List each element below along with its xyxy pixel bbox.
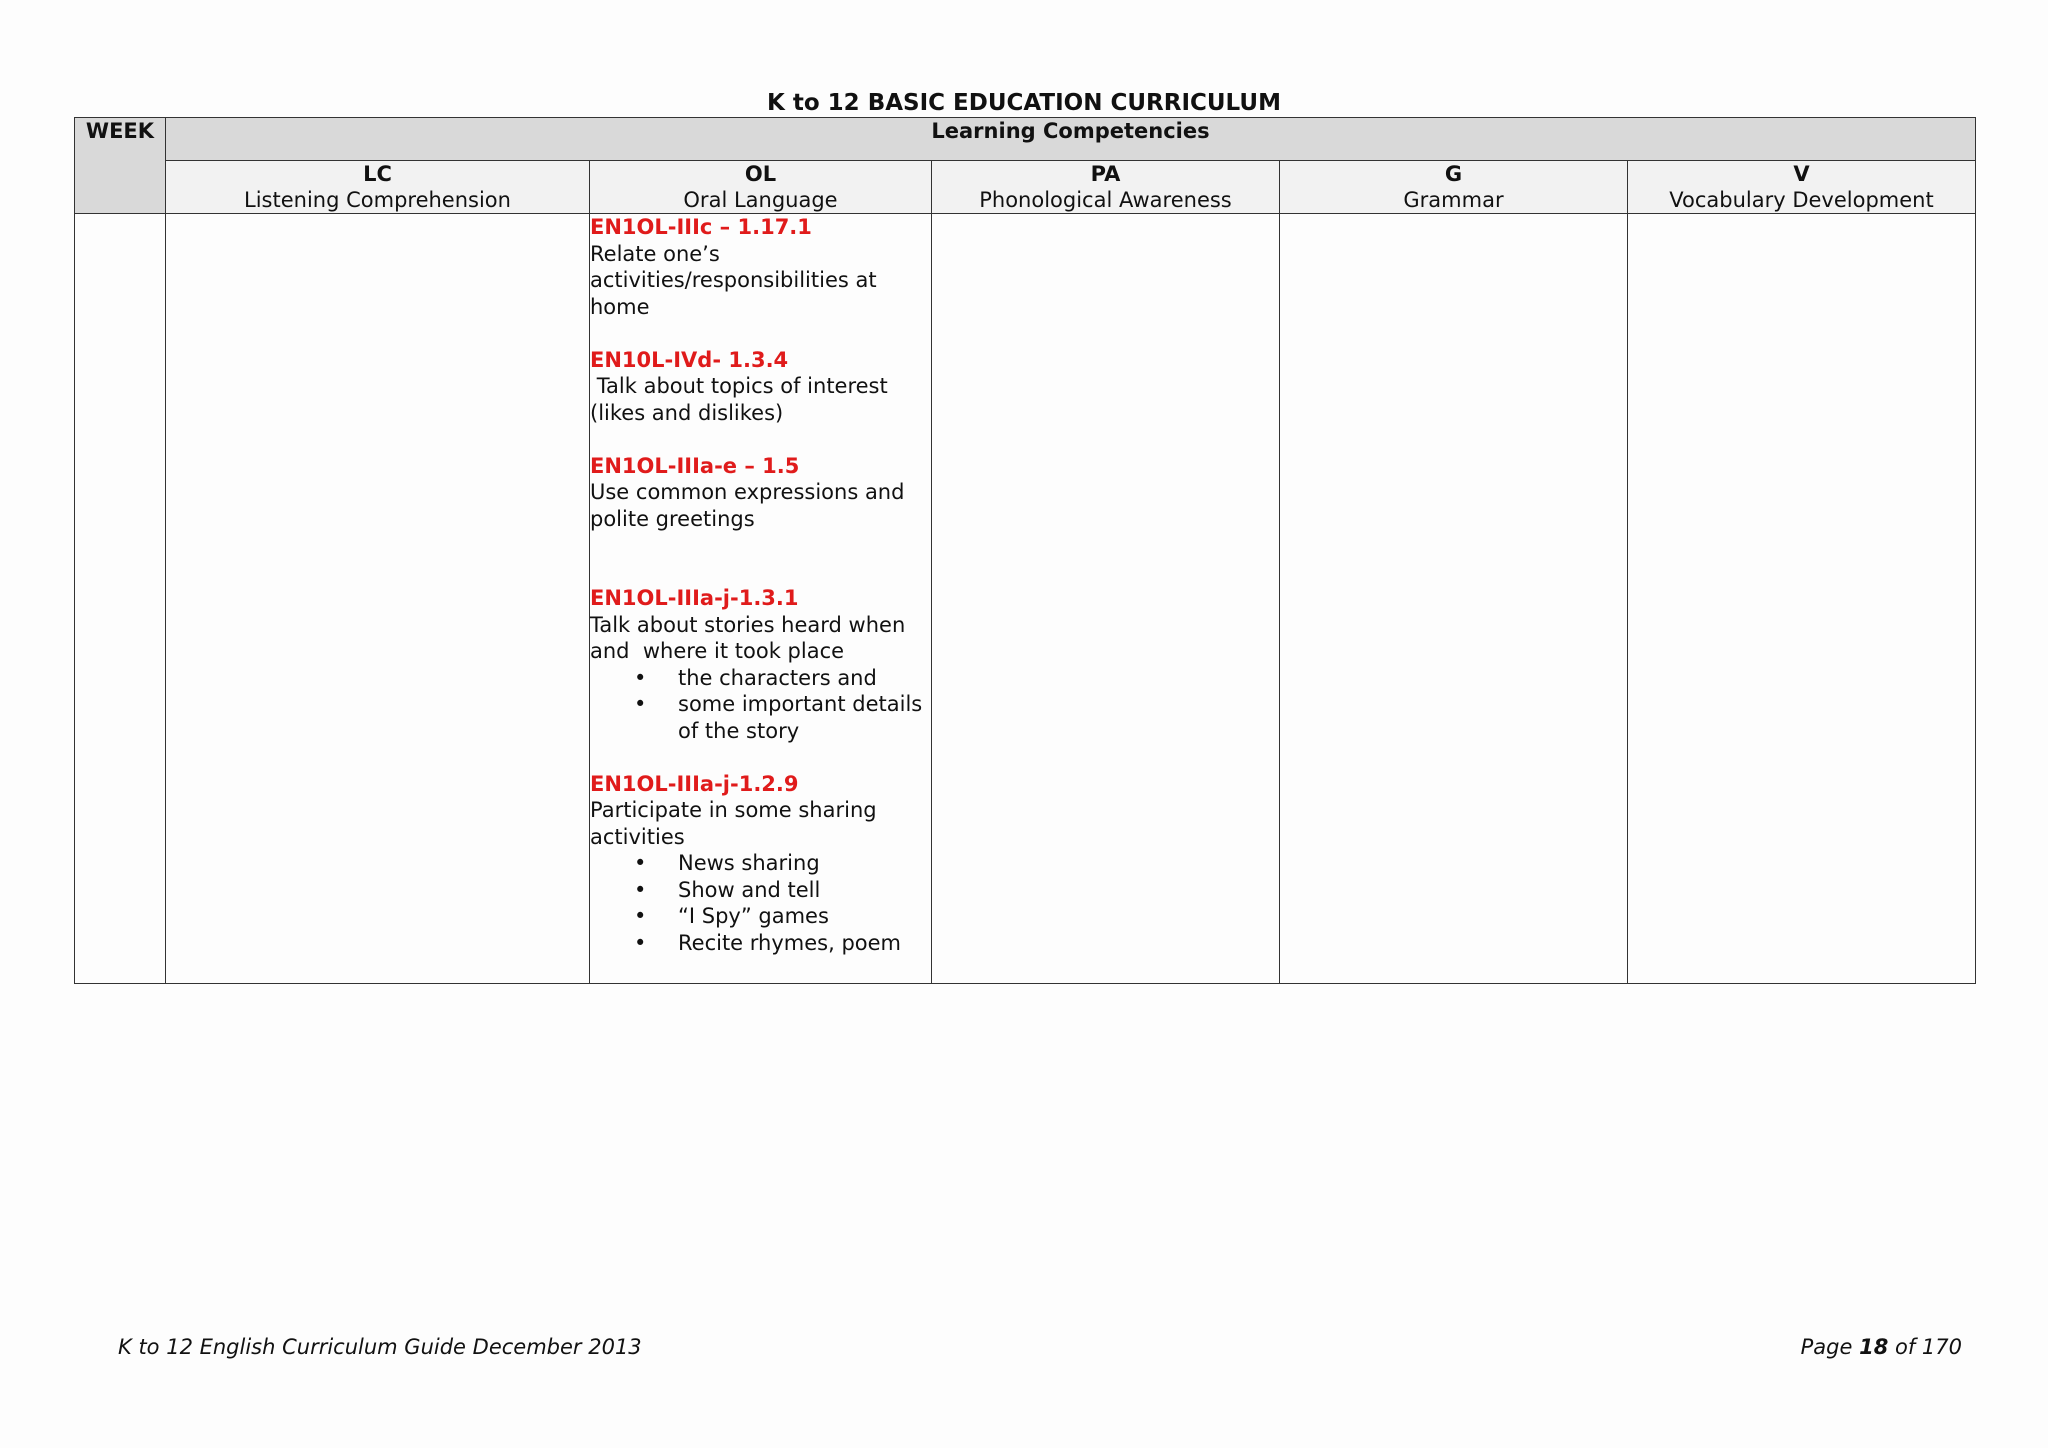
pa-cell <box>932 214 1280 984</box>
column-header-lc <box>166 161 590 214</box>
footer-guide-title: K to 12 English Curriculum Guide December 2013 <box>118 1335 642 1359</box>
column-header-v <box>1628 161 1976 214</box>
v-cell <box>1628 214 1976 984</box>
list-item: • News sharing <box>590 850 931 877</box>
competency-item <box>590 585 931 744</box>
column-name: Oral Language <box>683 188 838 212</box>
column-header-g <box>1280 161 1628 214</box>
week-header: WEEK <box>75 118 166 214</box>
column-code: G <box>1444 162 1463 186</box>
column-header-pa <box>932 161 1280 214</box>
column-name: Grammar <box>1403 188 1504 212</box>
column-name: Listening Comprehension <box>244 188 511 212</box>
ol-cell <box>590 214 932 984</box>
competency-code: EN1OL-IIIa-j-1.3.1 <box>590 586 799 610</box>
list-item: • some important details of the story <box>590 691 931 744</box>
competency-text: Talk about stories heard when and where it took place <box>590 612 912 663</box>
footer-page-number <box>1801 1335 1962 1359</box>
competency-code: EN1OL-IIIa-e – 1.5 <box>590 453 800 478</box>
competency-text: Participate in some sharing activities <box>590 798 884 849</box>
competency-item <box>590 453 931 533</box>
column-code: LC <box>363 162 392 186</box>
bullet-list <box>590 850 931 956</box>
column-header-ol <box>590 161 932 214</box>
g-cell <box>1280 214 1628 984</box>
column-name: Phonological Awareness <box>979 188 1232 212</box>
bullet-list <box>590 665 931 745</box>
column-code: PA <box>1090 162 1121 186</box>
list-item: • “I Spy” games <box>590 903 931 930</box>
competency-code: EN10L-IVd- 1.3.4 <box>590 347 789 372</box>
competency-text: Relate one’s activities/responsibilities at home <box>590 241 884 319</box>
competency-text: Use common expressions and polite greetings <box>590 480 912 531</box>
list-item: • Show and tell <box>590 877 931 904</box>
week-cell <box>75 214 166 984</box>
competency-text: Talk about topics of interest (likes and dislikes) <box>590 374 895 425</box>
competency-item <box>590 771 931 957</box>
page-suffix: of 170 <box>1895 1335 1962 1359</box>
table-row <box>75 214 1976 984</box>
competency-code: EN1OL-IIIc – 1.17.1 <box>590 215 812 239</box>
page-current: 18 <box>1859 1335 1889 1359</box>
lc-cell <box>166 214 590 984</box>
document-title: K to 12 BASIC EDUCATION CURRICULUM <box>767 90 1281 116</box>
column-name: Vocabulary Development <box>1669 188 1934 212</box>
learning-competencies-header: Learning Competencies <box>166 118 1976 161</box>
list-item: • the characters and <box>590 665 931 692</box>
page-prefix: Page <box>1800 1335 1853 1359</box>
column-code: OL <box>744 162 777 186</box>
column-code: V <box>1793 162 1810 186</box>
list-item: • Recite rhymes, poem <box>590 930 931 957</box>
competency-code: EN1OL-IIIa-j-1.2.9 <box>590 771 799 796</box>
competency-item <box>590 347 931 427</box>
curriculum-table <box>74 117 1976 984</box>
competency-item <box>590 214 931 320</box>
